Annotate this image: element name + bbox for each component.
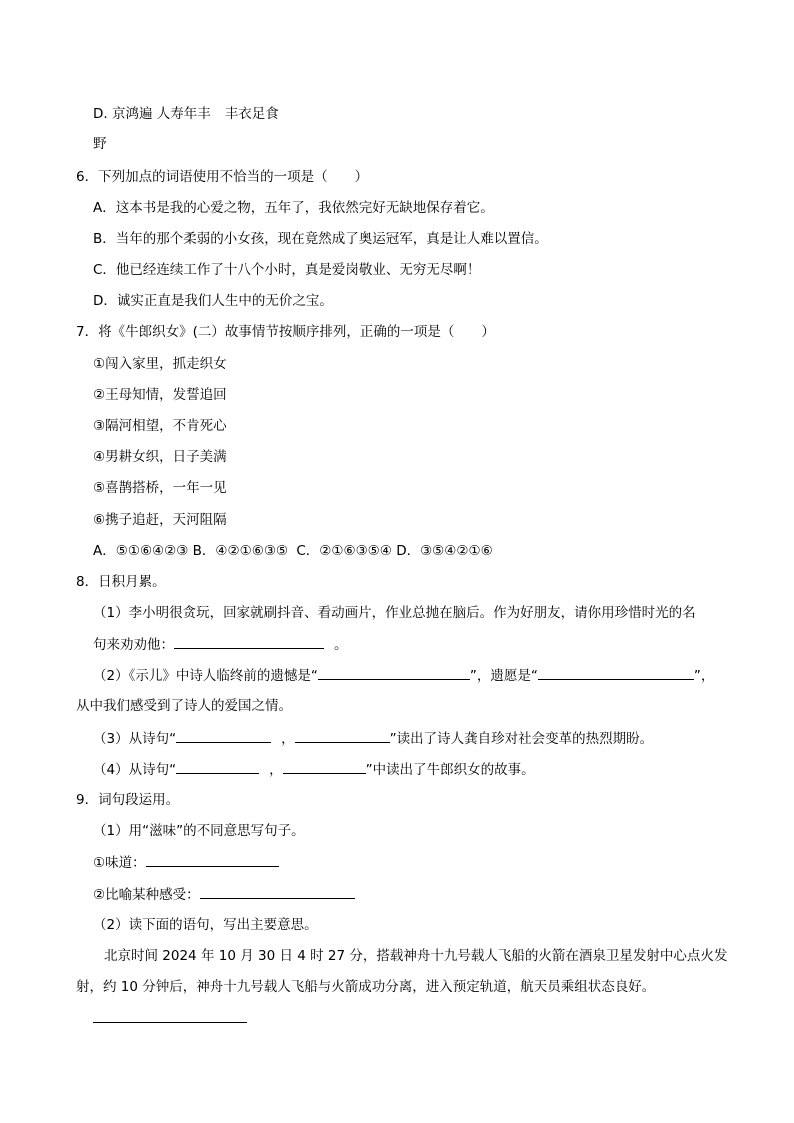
q7-stem: 7．将《牛郎织女》(二）故事情节按顺序排列，正确的一项是（ ） — [76, 324, 495, 340]
q8-part1-prompt: 句来劝劝他： — [93, 637, 174, 653]
q8-part4-end: ”中读出了牛郎织女的故事。 — [365, 762, 535, 778]
q9-passage-line2: 射，约 10 分钟后，神舟十九号载人飞船与火箭成功分离，进入预定轨道，航天员乘组状态良好。 — [76, 979, 656, 995]
q6-option-b[interactable]: B．当年的那个柔弱的小女孩，现在竟然成了奥运冠军，真是让人难以置信。 — [93, 231, 548, 247]
q7-event-1: ①闯入家里，抓走织女 — [93, 356, 227, 372]
q8-part1-period: 。 — [334, 637, 348, 653]
q8-part2-end: ”， — [693, 668, 715, 684]
q6-stem: 6．下列加点的词语使用不恰当的一项是（ ） — [76, 169, 369, 185]
q8-part1-answer-blank[interactable] — [174, 634, 324, 649]
q8-stem: 8．日积月累。 — [76, 574, 166, 590]
q9-part2-answer-blank[interactable] — [93, 1022, 247, 1023]
q6-option-c[interactable]: C．他已经连续工作了十八个小时，真是爱岗敬业、无穷无尽啊！ — [93, 262, 481, 278]
q7-option-a[interactable]: A．⑤①⑥④②③ — [93, 543, 189, 559]
q9-sentence-1-blank[interactable] — [146, 852, 279, 867]
q7-option-c[interactable]: C．②①⑥③⑤④ — [296, 543, 392, 559]
q7-option-b[interactable]: B．④②①⑥③⑤ — [192, 543, 289, 559]
q9-part2: （2）读下面的语句，写出主要意思。 — [93, 917, 318, 933]
q5-option-d — [93, 104, 279, 124]
q8-part1-line2 — [93, 634, 348, 655]
q9-sentence-1 — [93, 852, 279, 873]
q9-sentence-1-label: ①味道： — [93, 855, 146, 871]
q8-part3-end: ”读出了诗人龚自珍对社会变革的热烈期盼。 — [389, 731, 654, 747]
q7-options — [93, 541, 493, 561]
q8-part4-blank-1[interactable] — [176, 759, 259, 774]
q5-option-d-item-2: 人寿年丰 — [156, 106, 211, 122]
q8-part3-comma: ， — [281, 731, 295, 747]
q8-part2-prompt: （2）《示儿》中诗人临终前的遗憾是“ — [93, 668, 318, 684]
q8-part3-blank-1[interactable] — [176, 728, 271, 743]
q8-part3 — [93, 728, 653, 749]
q9-sentence-2-blank[interactable] — [200, 884, 355, 899]
q8-part2-line2: 从中我们感受到了诗人的爱国之情。 — [76, 698, 292, 714]
q7-event-6: ⑥携子追赶，天河阻隔 — [93, 512, 227, 528]
q7-event-3: ③隔河相望，不肯死心 — [93, 418, 227, 434]
q8-part2-regret-blank[interactable] — [318, 665, 470, 680]
q8-part2-wish-blank[interactable] — [538, 665, 694, 680]
q7-event-4: ④男耕女织，日子美满 — [93, 449, 227, 465]
q8-part2-line1 — [93, 665, 714, 686]
q5-option-d-wrap: 野 — [93, 136, 107, 152]
q8-part4-prompt: （4）从诗句“ — [93, 762, 177, 778]
q8-part3-prompt: （3）从诗句“ — [93, 731, 177, 747]
q8-part1-line1: （1）李小明很贪玩，回家就刷抖音、看动画片，作业总抛在脑后。作为好朋友，请你用珍惜时光的名 — [93, 605, 696, 621]
q6-option-a[interactable]: A．这本书是我的心爱之物，五年了，我依然完好无缺地保存着它。 — [93, 200, 494, 216]
q7-option-d[interactable]: D．③⑤④②①⑥ — [396, 543, 493, 559]
q9-stem: 9．词句段运用。 — [76, 792, 180, 808]
q9-passage-line1: 北京时间 2024 年 10 月 30 日 4 时 27 分，搭载神舟十九号载人飞船的火箭在酒泉卫星发射中心点火发 — [104, 948, 728, 964]
q9-part1: （1）用“滋味”的不同意思写句子。 — [93, 823, 305, 839]
q9-sentence-2 — [93, 884, 355, 905]
q8-part4-blank-2[interactable] — [283, 759, 366, 774]
q8-part3-blank-2[interactable] — [295, 728, 390, 743]
q5-option-d-item-3: 丰衣足食 — [224, 106, 279, 122]
q5-option-d-item-1: 京鸿遍 — [111, 106, 153, 122]
q7-event-5: ⑤喜鹊搭桥，一年一见 — [93, 480, 227, 496]
q8-part2-mid: ”，遗愿是“ — [469, 668, 538, 684]
q8-part4-comma: ， — [269, 762, 283, 778]
q8-part4 — [93, 759, 535, 780]
q7-event-2: ②王母知情，发誓追回 — [93, 387, 227, 403]
q6-option-d[interactable]: D．诚实正直是我们人生中的无价之宝。 — [93, 293, 333, 309]
q9-sentence-2-label: ②比喻某种感受： — [93, 887, 200, 903]
q5-option-d-label: D. — [93, 106, 108, 122]
